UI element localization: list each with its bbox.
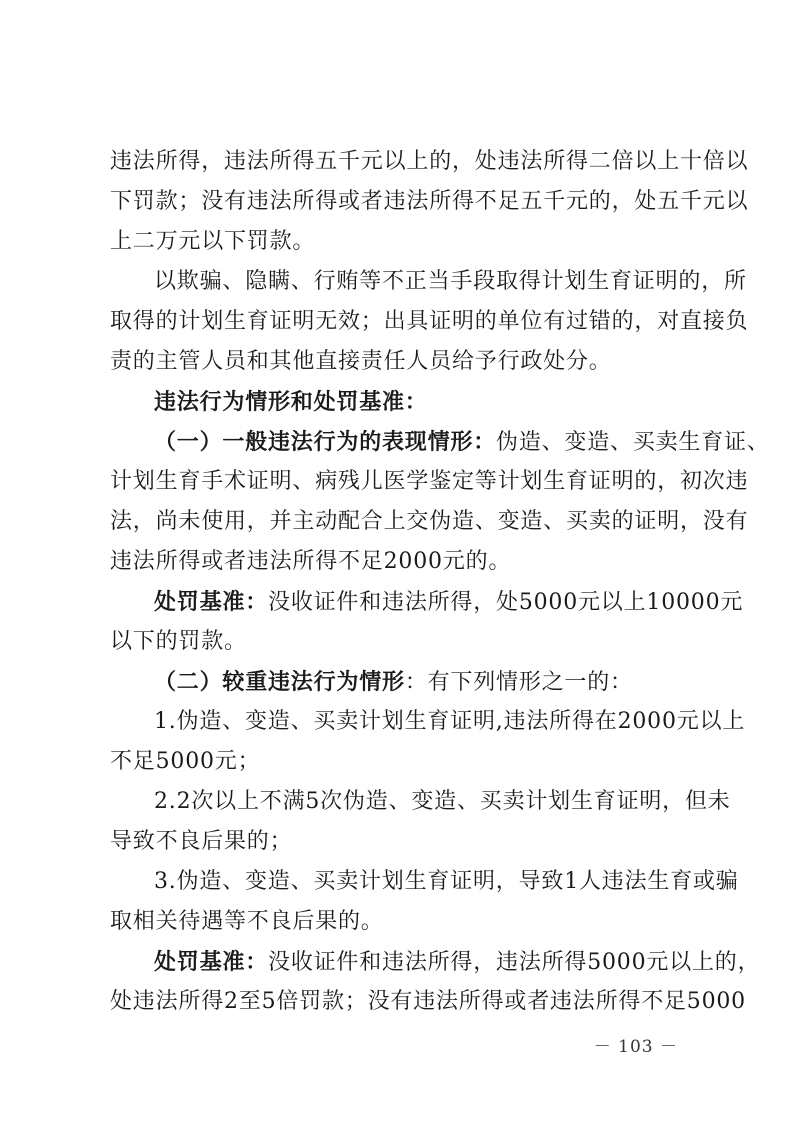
paragraph-line: 法，尚未使用，并主动配合上交伪造、变造、买卖的证明，没有 xyxy=(110,509,749,534)
paragraph-line: 上二万元以下罚款。 xyxy=(110,229,316,254)
penalty-label: 处罚基准： xyxy=(154,949,269,975)
paragraph-line: 以欺骗、隐瞒、行贿等不正当手段取得计划生育证明的，所 xyxy=(154,269,747,294)
document-body xyxy=(110,142,770,1022)
general-case-label: （一）一般违法行为的表现情形： xyxy=(154,429,497,455)
list-item-continuation: 不足5000元； xyxy=(110,749,261,774)
serious-penalty-line xyxy=(110,942,761,982)
serious-case-text: ：有下列情形之一的： xyxy=(404,670,633,695)
list-item: 2.2次以上不满5次伪造、变造、买卖计划生育证明，但未 xyxy=(154,789,731,814)
serious-case-line xyxy=(110,662,700,702)
paragraph-line: 计划生育手术证明、病残儿医学鉴定等计划生育证明的，初次违 xyxy=(110,469,749,494)
paragraph-line: 违法所得或者违法所得不足2000元的。 xyxy=(110,549,512,574)
general-case-text: 伪造、变造、买卖生育证、 xyxy=(496,430,770,455)
serious-case-label: （二）较重违法行为情形 xyxy=(154,669,405,695)
general-case-line xyxy=(110,422,770,462)
penalty-text: 没收证件和违法所得，违法所得5000元以上的， xyxy=(268,950,761,975)
paragraph-line: 取得的计划生育证明无效；出具证明的单位有过错的，对直接负 xyxy=(110,309,749,334)
list-item: 3.伪造、变造、买卖计划生育证明，导致1人违法生育或骗 xyxy=(154,869,739,894)
section-heading: 违法行为情形和处罚基准： xyxy=(154,389,428,415)
list-item: 1.伪造、变造、买卖计划生育证明,违法所得在2000元以上 xyxy=(154,709,746,734)
penalty-text: 没收证件和违法所得，处5000元以上10000元 xyxy=(268,590,744,615)
general-penalty-line xyxy=(110,582,744,622)
paragraph-line: 以下的罚款。 xyxy=(110,629,247,654)
list-item-continuation: 导致不良后果的； xyxy=(110,829,293,854)
penalty-label: 处罚基准： xyxy=(154,589,269,615)
paragraph-line: 下罚款；没有违法所得或者违法所得不足五千元的，处五千元以 xyxy=(110,189,749,214)
paragraph-line: 违法所得，违法所得五千元以上的，处违法所得二倍以上十倍以 xyxy=(110,149,749,174)
list-item-continuation: 取相关待遇等不良后果的。 xyxy=(110,909,384,934)
page-number: － 103 － xyxy=(593,1037,678,1057)
paragraph-line: 责的主管人员和其他直接责任人员给予行政处分。 xyxy=(110,349,612,374)
paragraph-line: 处违法所得2至5倍罚款；没有违法所得或者违法所得不足5000 xyxy=(110,989,746,1014)
